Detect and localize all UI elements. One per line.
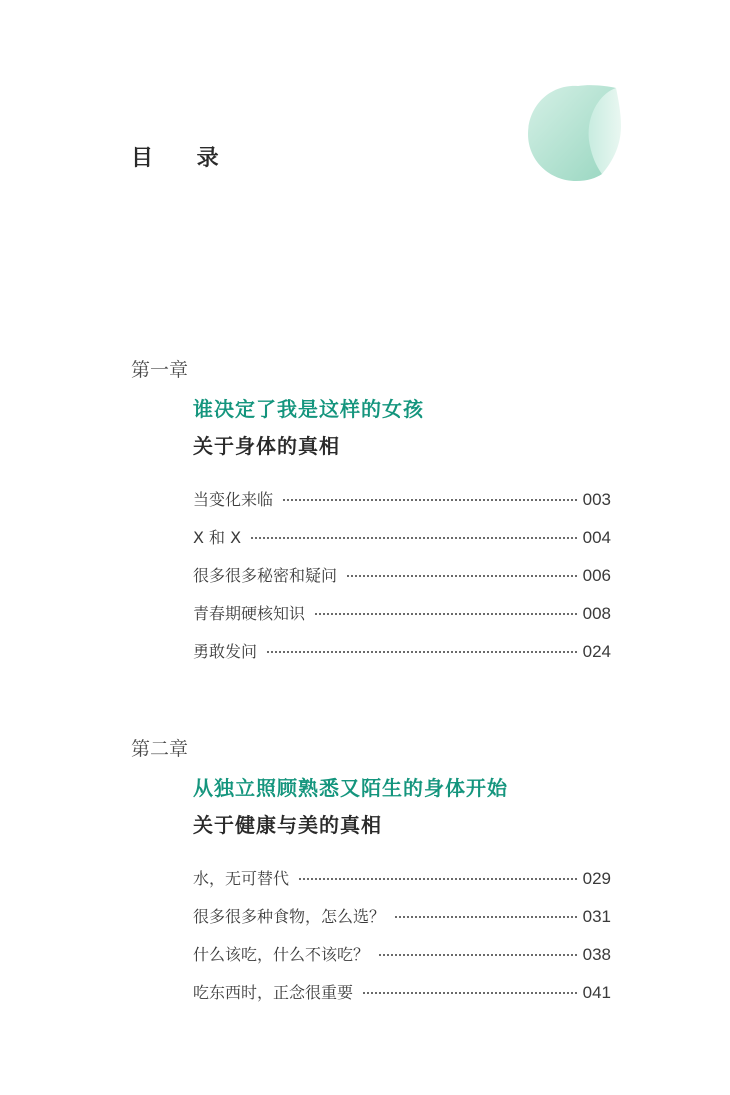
dot-leader: [283, 499, 577, 501]
dot-leader: [267, 651, 577, 653]
toc-entry-page: 029: [582, 869, 611, 888]
toc-entry-title: 很多很多种食物，怎么选？: [193, 907, 386, 926]
page-curl-decoration: [526, 84, 622, 184]
chapter-subtitle: 关于健康与美的真相: [193, 813, 382, 837]
dot-leader: [251, 537, 577, 539]
dot-leader: [363, 992, 577, 994]
dot-leader: [379, 954, 577, 956]
dot-leader: [315, 613, 577, 615]
chapter-label: 第一章: [131, 359, 189, 381]
toc-entry-page: 041: [582, 983, 611, 1002]
chapter-title: 从独立照顾熟悉又陌生的身体开始: [193, 776, 508, 800]
chapter-label: 第二章: [131, 738, 189, 760]
chapter-title: 谁决定了我是这样的女孩: [193, 397, 424, 421]
chapter-1: [131, 358, 611, 677]
dot-leader: [395, 916, 577, 918]
toc-entry-page: 004: [582, 528, 611, 547]
dot-leader: [299, 878, 577, 880]
toc-entry-page: 038: [582, 945, 611, 964]
toc-entry-page: 006: [582, 566, 611, 585]
toc-entry-title: 什么该吃，什么不该吃？: [193, 945, 370, 964]
toc-entry-title: X 和 X: [193, 528, 242, 547]
toc-entry[interactable]: [193, 525, 611, 563]
toc-entry-title: 水，无可替代: [193, 869, 290, 888]
toc-entry[interactable]: [193, 980, 611, 1018]
toc-entry-title: 当变化来临: [193, 490, 274, 509]
toc-entry[interactable]: [193, 904, 611, 942]
toc-entry-list: [131, 866, 611, 1018]
toc-entry-title: 很多很多秘密和疑问: [193, 566, 338, 585]
chapter-subtitle: 关于身体的真相: [193, 434, 340, 458]
toc-entry-page: 024: [582, 642, 611, 661]
toc-entry[interactable]: [193, 866, 611, 904]
toc-entry[interactable]: [193, 942, 611, 980]
toc-entry[interactable]: [193, 639, 611, 677]
chapter-2: [131, 737, 611, 1018]
toc-entry-page: 003: [582, 490, 611, 509]
toc-entry-title: 吃东西时，正念很重要: [193, 983, 354, 1002]
toc-entry[interactable]: [193, 601, 611, 639]
toc-entry-title: 青春期硬核知识: [193, 604, 306, 623]
toc-entry[interactable]: [193, 563, 611, 601]
toc-entry-list: [131, 487, 611, 677]
dot-leader: [347, 575, 577, 577]
toc-entry-page: 008: [582, 604, 611, 623]
toc-entry-title: 勇敢发问: [193, 642, 258, 661]
page-title: 目 录: [131, 145, 237, 171]
toc-entry[interactable]: [193, 487, 611, 525]
toc-entry-page: 031: [582, 907, 611, 926]
